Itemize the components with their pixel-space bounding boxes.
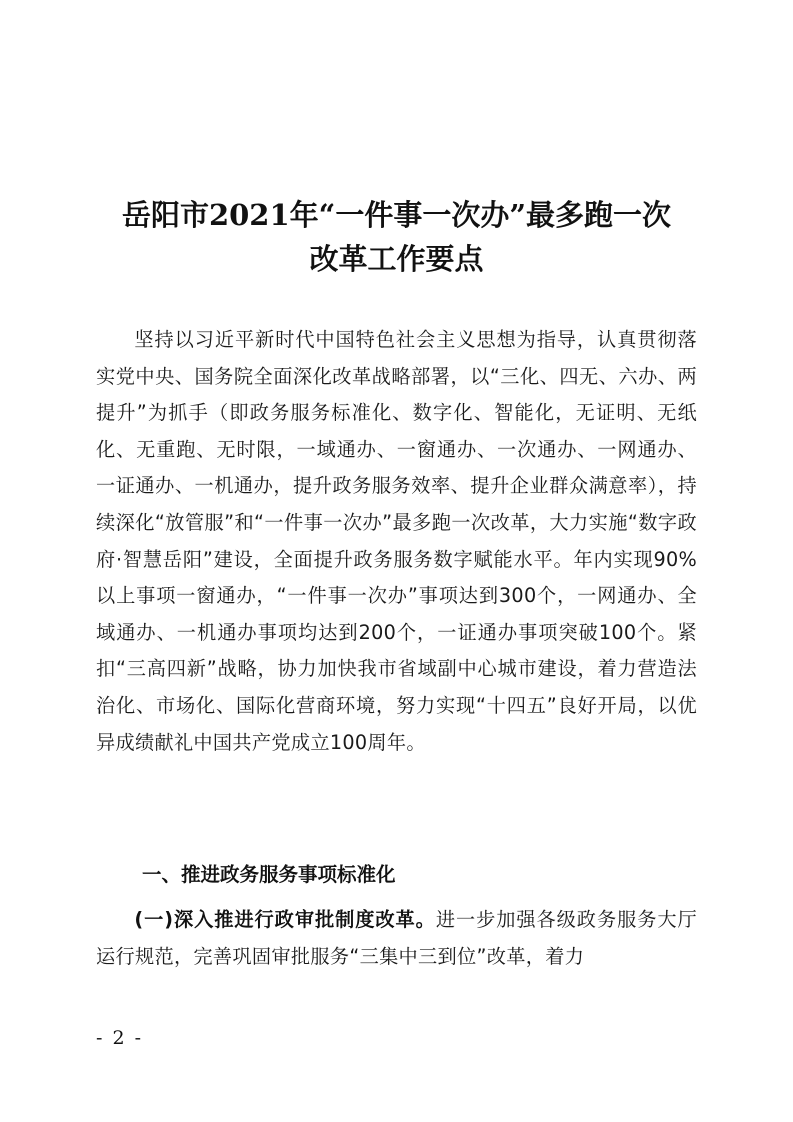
subsection-title: (一)深入推进行政审批制度改革。 (134, 908, 436, 931)
subsection-paragraph (96, 902, 697, 975)
page-number: - 2 - (96, 1027, 144, 1049)
intro-paragraph: 坚持以习近平新时代中国特色社会主义思想为指导，认真贯彻落实党中央、国务院全面深化改革战略部署，以“三化、四无、六办、两提升”为抓手（即政务服务标准化、数字化、智能化，无证明、无纸化、无重跑、无时限，一域通办、一窗通办、一次通办、一网通办、一证通办、一机通办，提升政务服务效率、提升企业群众满意率），持续深化“放管服”和“一件事一次办”最多跑一次改革，大力实施“数字政府·智慧岳阳”建设，全面提升政务服务数字赋能水平。年内实现90%以上事项一窗通办，“一件事一次办”事项达到300个，一网通办、全域通办、一机通办事项均达到200个，一证通办事项突破100个。紧扣“三高四新”战略，协力加快我市省域副中心城市建设，着力营造法治化、市场化、国际化营商环境，努力实现“十四五”良好开局，以优异成绩献礼中国共产党成立100周年。 (96, 328, 697, 754)
document-title-line-2: 改革工作要点 (309, 242, 484, 276)
document-title-line-1: 岳阳市2021年“一件事一次办”最多跑一次 (121, 198, 672, 232)
section-heading: 一、推进政务服务事项标准化 (142, 863, 396, 886)
subsection-text: 进一步加强各级政务服务大厅运行规范，完善巩固审批服务“三集中三到位”改革，着力 (96, 908, 697, 968)
